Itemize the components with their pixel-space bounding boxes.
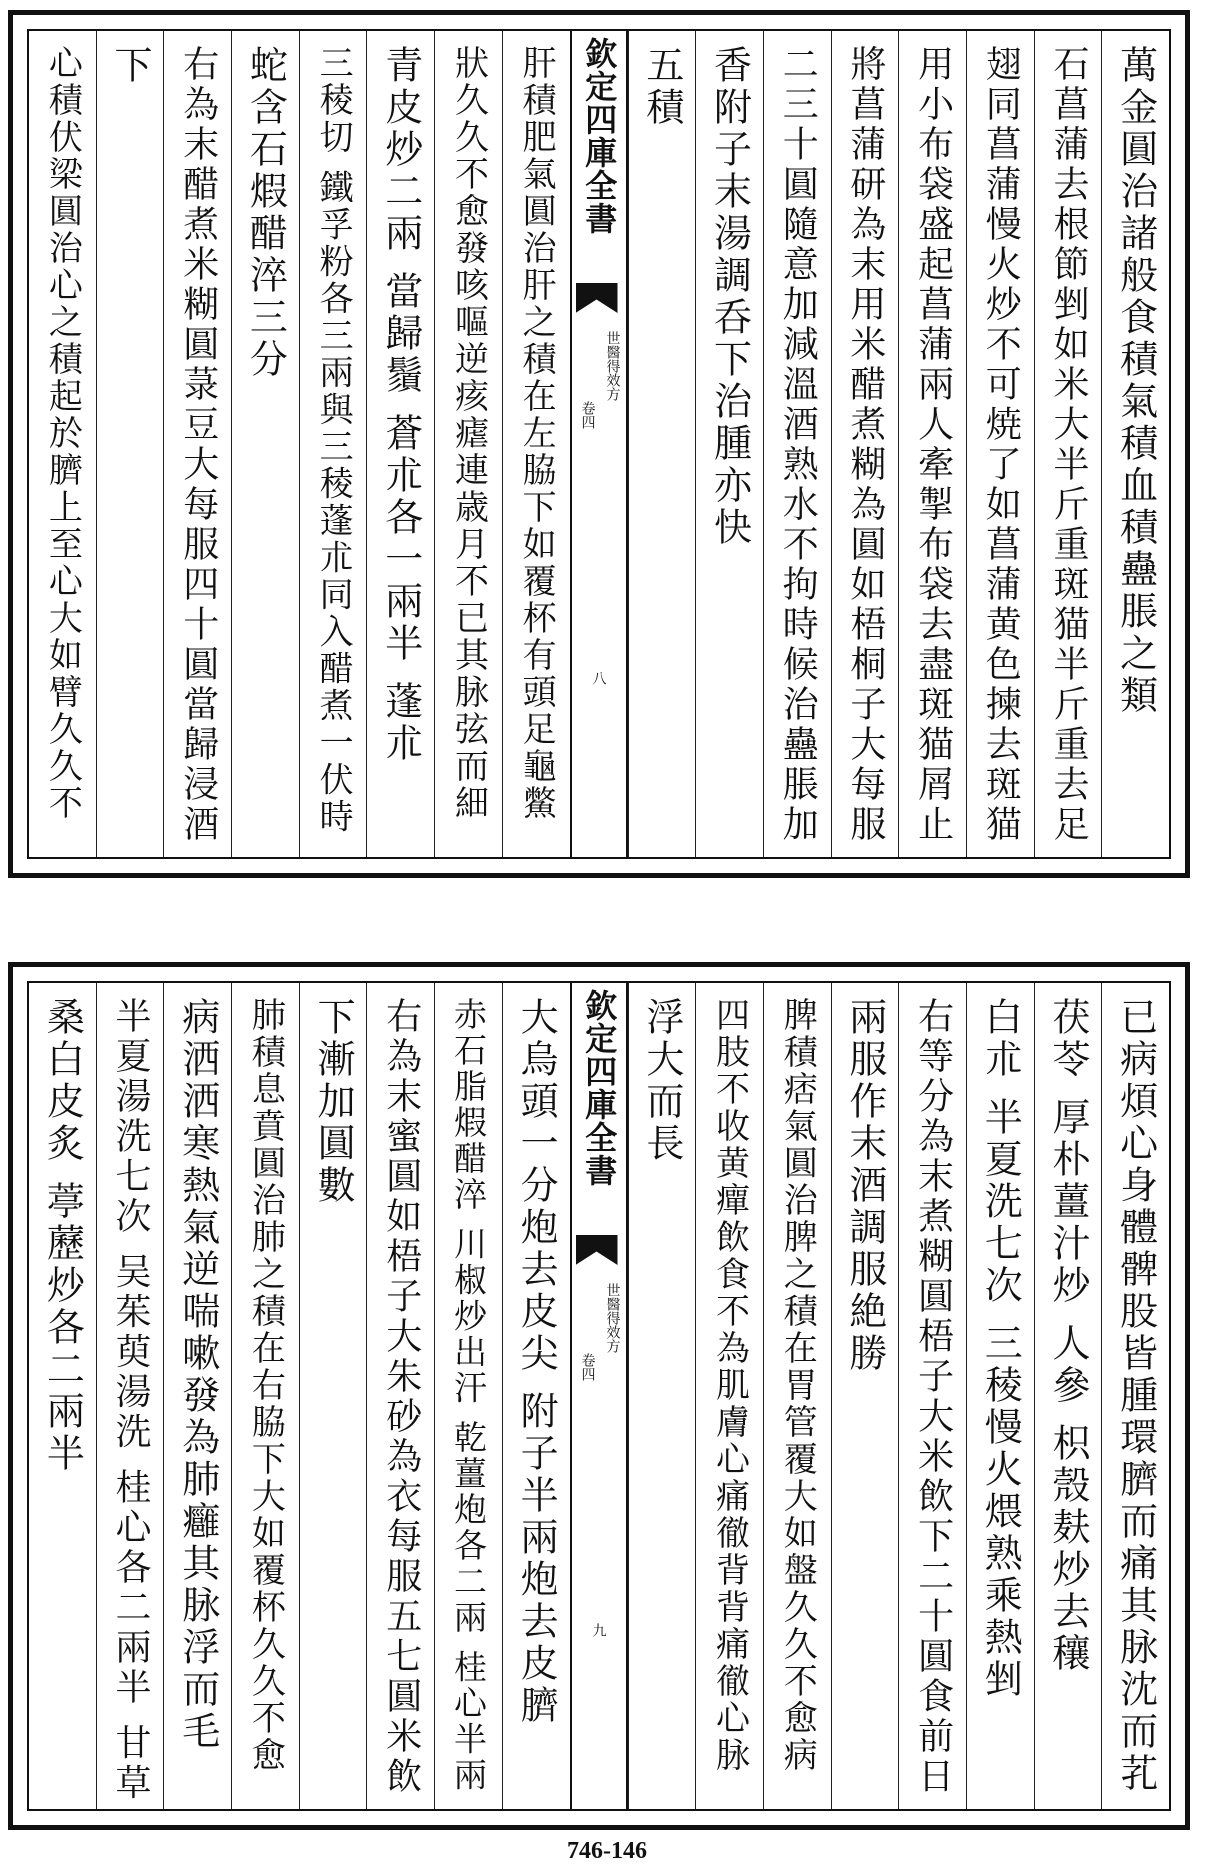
column-text: 下	[108, 45, 153, 87]
gutter-page-number: 九	[590, 1623, 607, 1637]
column-text: 用小布袋盛起菖蒲兩人牽掣布袋去盡斑猫屑止	[912, 45, 954, 845]
text-column	[163, 983, 231, 1809]
column-text: 四肢不收黄癉飲食不為肌膚心痛徹背背痛徹心脉	[709, 997, 750, 1774]
text-column	[763, 983, 831, 1809]
text-column	[96, 983, 164, 1809]
text-column	[231, 983, 299, 1809]
text-column	[29, 31, 96, 857]
gutter-volume: 卷四	[579, 401, 596, 429]
text-column	[502, 983, 570, 1809]
column-text: 將菖蒲研為末用米醋煮糊為圓如梧桐子大每服	[844, 45, 886, 845]
text-column	[231, 31, 299, 857]
text-column	[366, 983, 434, 1809]
text-column	[1034, 983, 1102, 1809]
page-footer-number: 746-146	[567, 1838, 647, 1864]
text-column	[898, 983, 966, 1809]
column-text: 下漸加圓數	[311, 997, 356, 1207]
text-column	[434, 983, 502, 1809]
text-column	[628, 983, 696, 1809]
text-column	[434, 31, 502, 857]
column-text: 青皮炒二兩 當歸鬚 蒼朮各一兩半 蓬朮	[378, 45, 423, 766]
text-column	[831, 983, 899, 1809]
text-column	[366, 31, 434, 857]
text-column	[695, 31, 763, 857]
bottom-page-columns	[29, 983, 1169, 1809]
column-text: 桑白皮炙 葶藶炒各二兩半	[40, 997, 85, 1476]
column-text: 狀久久不愈發咳嘔逆痎瘧連歳月不已其脉弦而細	[448, 45, 489, 822]
column-text: 萬金圓治諸般食積氣積血積蠱脹之類	[1113, 45, 1158, 717]
gutter-subtitle: 世醫得效方	[604, 331, 621, 401]
center-gutter	[570, 983, 628, 1809]
column-text: 翅同菖蒲慢火炒不可焼了如菖蒲黄色揀去斑猫	[980, 45, 1022, 845]
fish-tail-mark-icon	[576, 283, 618, 313]
column-text: 五積	[639, 45, 684, 129]
gutter-title: 欽定四庫全書	[580, 989, 619, 1187]
column-text: 脾積痞氣圓治脾之積在胃管覆大如盤久久不愈病	[777, 997, 818, 1774]
gutter-page-number: 八	[590, 671, 607, 685]
column-text: 三稜切 鐵孚粉各三兩與三稜蓬朮同入醋煮一伏時	[313, 45, 354, 836]
text-column	[502, 31, 570, 857]
column-text: 石菖蒲去根節剉如米大半斤重斑猫半斤重去足	[1047, 45, 1089, 845]
gutter-title: 欽定四庫全書	[580, 37, 619, 235]
fish-tail-mark-icon	[576, 1235, 618, 1265]
column-text: 心積伏梁圓治心之積起於臍上至心大如臂久久不	[42, 45, 83, 822]
text-column	[96, 31, 164, 857]
text-column	[628, 31, 696, 857]
column-text: 二三十圓隨意加減溫酒熟水不拘時候治蠱脹加	[777, 45, 819, 845]
text-column	[1034, 31, 1102, 857]
top-page-columns	[29, 31, 1169, 857]
column-text: 肝積肥氣圓治肝之積在左脇下如覆杯有頭足龜鱉	[516, 45, 557, 822]
column-text: 肺積息賁圓治肺之積在右脇下大如覆杯久久不愈	[245, 997, 286, 1774]
column-text: 茯苓 厚朴薑汁炒 人參 枳殼麸炒去穰	[1045, 997, 1090, 1676]
text-column	[966, 983, 1034, 1809]
text-column	[29, 983, 96, 1809]
column-text: 蛇含石煆醋淬三分	[243, 45, 288, 381]
text-column	[763, 31, 831, 857]
column-text: 大烏頭一分炮去皮尖 附子半兩炮去皮臍	[514, 997, 559, 1728]
text-column	[1101, 983, 1169, 1809]
column-text: 右為末蜜圓如梧子大朱砂為衣每服五七圓米飲	[380, 997, 422, 1797]
bottom-page-frame	[27, 981, 1171, 1811]
bottom-page	[8, 962, 1190, 1830]
column-text: 香附子末湯調呑下治腫亦快	[707, 45, 752, 549]
column-text: 已病煩心身體髀股皆腫環臍而痛其脉沈而芤	[1113, 997, 1158, 1795]
column-text: 半夏湯洗七次 吴茱萸湯洗 桂心各二兩半 甘草	[110, 997, 152, 1804]
center-gutter	[570, 31, 628, 857]
column-text: 赤石脂煆醋淬 川椒炒出汗 乾薑炮各二兩 桂心半兩	[448, 997, 488, 1794]
gutter-volume: 卷四	[579, 1353, 596, 1381]
text-column	[898, 31, 966, 857]
text-column	[831, 31, 899, 857]
text-column	[299, 983, 367, 1809]
column-text: 右為末醋煮米糊圓菉豆大每服四十圓當歸浸酒	[177, 45, 219, 845]
top-page-frame	[27, 29, 1171, 859]
text-column	[1101, 31, 1169, 857]
column-text: 病洒洒寒熱氣逆喘嗽發為肺癰其脉浮而毛	[175, 997, 220, 1753]
top-page	[8, 10, 1190, 878]
gutter-subtitle: 世醫得效方	[604, 1283, 621, 1353]
text-column	[695, 983, 763, 1809]
column-text: 兩服作末酒調服絶勝	[842, 997, 887, 1375]
column-text: 白朮 半夏洗七次 三稜慢火煨熟乘熱剉	[978, 997, 1023, 1702]
text-column	[299, 31, 367, 857]
column-text: 浮大而長	[639, 997, 684, 1165]
column-text: 右等分為末煮糊圓梧子大米飲下二十圓食前日	[912, 997, 954, 1797]
text-column	[163, 31, 231, 857]
text-column	[966, 31, 1034, 857]
